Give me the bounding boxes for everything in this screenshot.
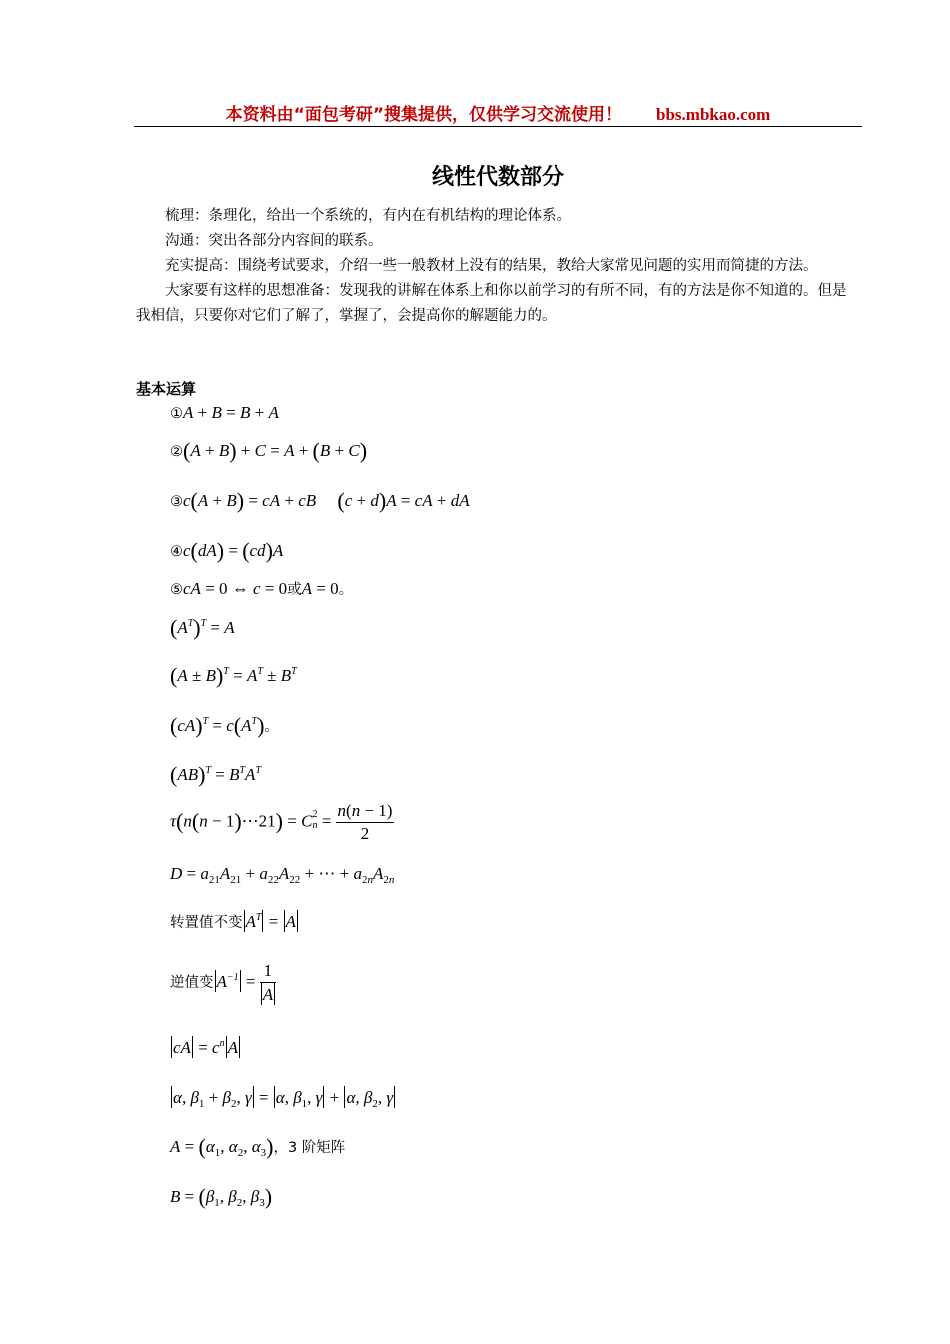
marker: ⑤: [170, 582, 183, 598]
marker: ③: [170, 494, 183, 510]
marker: ②: [170, 444, 183, 460]
intro-paragraph: 大家要有这样的思想准备：发现我的讲解在体系上和你以前学习的有所不同，有的方法是你不知道的。但是我相信，只要你对它们了解了，掌握了，会提高你的解题能力的。: [136, 283, 847, 324]
intro-paragraph: 梳理：条理化，给出一个系统的，有内在有机结构的理论体系。: [165, 208, 571, 224]
marker: ④: [170, 544, 183, 560]
formula-inverse-det: 逆值变 $A^{-1}$ = $\frac{1}{A}$: [170, 960, 276, 1006]
page-title: 线性代数部分: [431, 165, 564, 190]
intro-paragraphs: [136, 204, 860, 329]
formula-scalar-transpose: $(cA)^T = c(A^T)$。: [170, 713, 279, 738]
formula-matrix-b: $B = (\beta_1$, $\beta_2$, $\beta_3$): [170, 1184, 273, 1209]
header-site-link[interactable]: bbs.mbkao.com: [656, 105, 771, 124]
transpose-invariant-label: 转置值不变: [170, 915, 243, 931]
inverse-change-label: 逆值变: [170, 974, 214, 991]
header-notice: [134, 100, 862, 125]
marker: ①: [170, 406, 183, 422]
formula-transpose-det: 转置值不变 $A^T = A$: [170, 912, 296, 931]
formula-zero-product: ⑤cA = 0 ⇔ c = 0或A = 0。: [170, 579, 354, 598]
formula-scalar-assoc: ④c(dA) = (cd)A: [170, 538, 284, 563]
intro-paragraph: 充实提高：围绕考试要求，介绍一些一般教材上没有的结果，教给大家常见问题的实用而简捷的方法。: [165, 258, 818, 274]
order3-label: ，3 阶矩阵: [273, 1140, 346, 1156]
formula-column-linearity: α, $\beta_1 + \beta_2$, γ = α, $\beta_1$, γ + α, $\beta_2$, γ: [173, 1088, 394, 1110]
section-heading: 基本运算: [136, 380, 197, 398]
formula-sum-transpose: $(A \pm B)^T = A^T \pm B^T$: [170, 663, 297, 688]
period: 。: [264, 719, 279, 735]
header-divider: [134, 126, 862, 127]
formula-product-transpose: $(AB)^T = B^TA^T$: [170, 762, 261, 787]
formula-row-expansion: $D = a_{21}A_{21} + a_{22}A_{22}$ + ⋯ + $a_{2n}A_{2n}$: [170, 864, 395, 886]
formula-matrix-a: $A = (\alpha_1$, $\alpha_2$, $\alpha_3$)，3 阶矩阵: [170, 1134, 346, 1159]
formula-associative: ②(A + B) + C = A + (B + C): [170, 438, 368, 463]
formula-inversion-number: τ(n(n − 1)⋯21) = C 2 n = $\frac{n(n - 1)}{2}$: [170, 801, 393, 843]
header-notice-text: 本资料由“面包考研”搜集提供，仅供学习交流使用！: [225, 105, 623, 125]
period: 。: [338, 582, 354, 598]
formula-scalar-det: cA = $c^n$ A: [173, 1038, 238, 1057]
formula-distributive: ③c(A + B) = cA + cB (c + d)A = cA + dA: [170, 488, 470, 513]
formula-double-transpose: $(A^T)^T = A$: [170, 615, 235, 640]
intro-paragraph: 沟通：突出各部分内容间的联系。: [165, 233, 383, 249]
or-label: 或: [287, 582, 302, 598]
formula-commutative: ①A + B = B + A: [170, 403, 279, 422]
